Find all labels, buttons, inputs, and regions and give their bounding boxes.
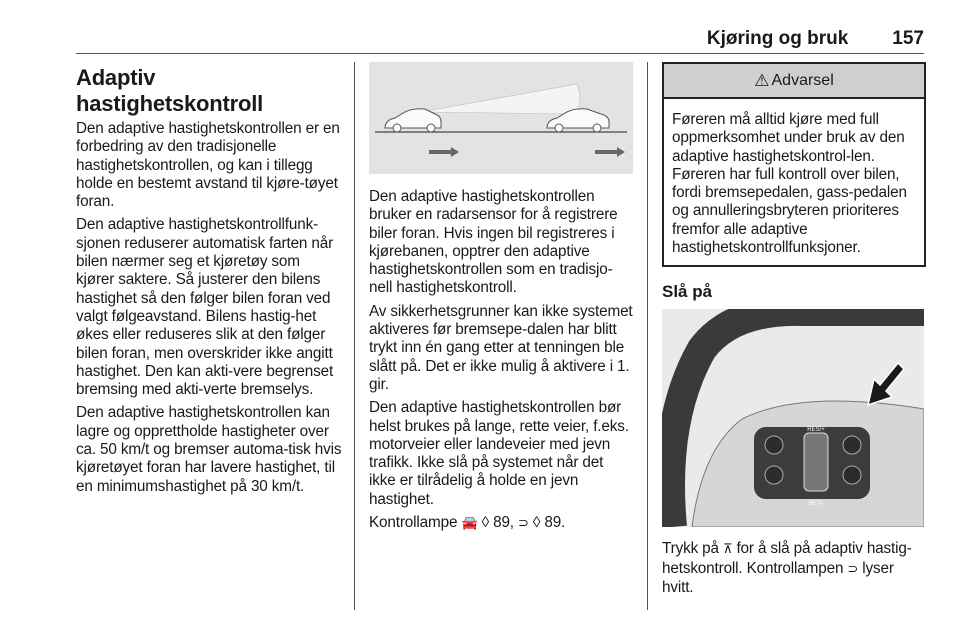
paragraph: Den adaptive hastighetskontrollen bør helst brukes på lange, rette veier, f.eks. motorveier eller landeveier med jevn trafikk. Ikke slå på systemet når det ikke er tilrådelig å holde en jevn hastighet. <box>369 399 629 508</box>
adaptive-cruise-button-icon: ⊼ <box>722 542 733 558</box>
warning-header <box>664 64 924 99</box>
paragraph: Den adaptive hastighetskontrollen bruker en radarsensor for å registrere biler foran. Hvis ingen bil registreres i kjørebanen, opptrer den adaptive hastighetskontrollen som en tradisjo-nell hastighetskontroll. <box>369 188 618 297</box>
subheading: Slå på <box>662 282 713 302</box>
button <box>843 466 861 484</box>
caption: Trykk på ⊼ for å slå på adaptiv hastig-hetskontroll. Kontrollampen ⊃ lyser hvitt. <box>662 540 912 596</box>
radar-illustration <box>369 62 633 174</box>
running-header <box>76 28 924 50</box>
warning-triangle-icon: ⚠ <box>754 70 770 90</box>
section-title: Kjøring og bruk <box>706 28 849 49</box>
paragraph: Den adaptive hastighetskontrollfunk-sjonen reduserer automatisk farten når bilen nærmer seg et kjøretøy som kjører saktere. Så justerer den bilens hastighet så den følger bilen foran ved valgt følgeavstand. Bilens hastig-het økes eller reduseres slik at den følger bilen foran, men overskrider ikke angitt hastighet. Den kan akti-vere begrenset bremsing med akti-verte bremselys. <box>76 216 334 399</box>
header-rule <box>76 53 924 54</box>
warning-title: Advarsel <box>771 71 834 89</box>
column-2 <box>369 62 633 538</box>
indicator-reference <box>369 514 633 533</box>
lamp-label: Kontrollampe <box>369 514 462 532</box>
thumbwheel <box>804 433 828 491</box>
adaptive-cruise-icon: ⊃ <box>847 561 859 577</box>
column-divider-2 <box>647 62 648 610</box>
front-car-icon: 🚘 <box>461 516 478 532</box>
column-1 <box>76 62 342 501</box>
adaptive-cruise-icon: ⊃ <box>518 516 529 532</box>
paragraph: Av sikkerhetsgrunner kan ikke systemet aktiveres før bremsepe-dalen har blitt trykt inn én gang etter at tenningen ble slått på. Det er ikke mulig å aktivere i 1. gir. <box>369 302 633 393</box>
column-3 <box>662 62 926 602</box>
page-number: 157 <box>892 28 924 49</box>
section-heading: Adaptiv hastighetskontroll <box>76 65 264 116</box>
warning-text: Føreren må alltid kjøre med full oppmerksomhet under bruk av den adaptive hastighetskontrol-len. Føreren har full kontroll over bilen, fordi bremsepedalen, gass-pedalen og annulleringsbryteren prioriteres fremfor alle adaptive hastighetskontrollfunksjoner. <box>672 111 907 257</box>
adaptive-cruise-button-icon <box>843 436 861 454</box>
res-label: RES/+ <box>807 427 825 434</box>
button <box>765 436 783 454</box>
column-divider-1 <box>354 62 355 610</box>
page-reference: ◊ 89, <box>477 514 519 532</box>
paragraph: Den adaptive hastighetskontrollen kan lagre og opprettholde hastigheter over ca. 50 km/t og bremser automa-tisk hvis kjøretøyet foran har lavere hastighet, til en minimumshastighet på 30 km/t. <box>76 404 342 495</box>
warning-box <box>662 62 926 267</box>
warning-body <box>664 99 924 265</box>
set-label: SET/- <box>808 501 824 508</box>
steering-wheel-illustration <box>662 309 924 527</box>
page-reference: ◊ 89. <box>528 514 566 532</box>
paragraph: Den adaptive hastighetskontrollen er en forbedring av den tradisjonelle hastighetskontrollen, og kan i tillegg holde en bestemt avstand til kjøre-tøyet foran. <box>76 120 340 211</box>
button <box>765 466 783 484</box>
